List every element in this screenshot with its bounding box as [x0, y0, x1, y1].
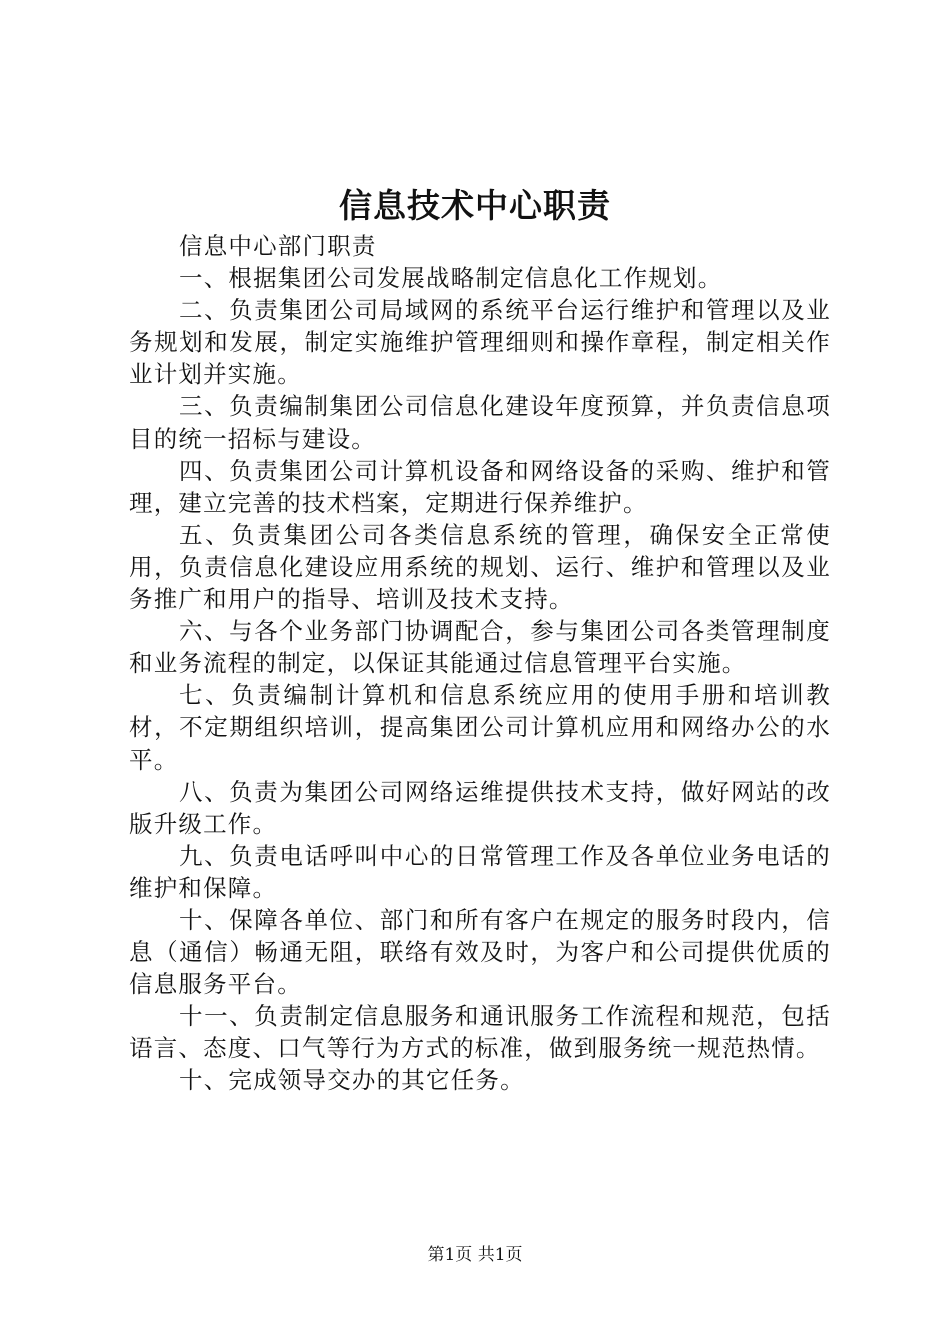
paragraph-item-8: 八、负责为集团公司网络运维提供技术支持，做好网站的改版升级工作。: [129, 777, 831, 838]
paragraph-item-7: 七、负责编制计算机和信息系统应用的使用手册和培训教材，不定期组织培训，提高集团公司计算机应用和网络办公的水平。: [129, 681, 831, 774]
document-title: 信息技术中心职责: [339, 186, 611, 225]
document-body: [129, 230, 831, 1097]
paragraph-item-1: 一、根据集团公司发展战略制定信息化工作规划。: [179, 264, 723, 293]
paragraph-heading: 信息中心部门职责: [179, 232, 377, 260]
paragraph-item-11: 十一、负责制定信息服务和通讯服务工作流程和规范，包括语言、态度、口气等行为方式的标准，做到服务统一规范热情。: [129, 1002, 831, 1063]
paragraph-item-12: 十、完成领导交办的其它任务。: [179, 1066, 525, 1095]
paragraph-item-9: 九、负责电话呼叫中心的日常管理工作及各单位业务电话的维护和保障。: [129, 841, 831, 902]
paragraph-item-4: 四、负责集团公司计算机设备和网络设备的采购、维护和管理，建立完善的技术档案，定期进行保养维护。: [129, 456, 831, 517]
paragraph-item-10: 十、保障各单位、部门和所有客户在规定的服务时段内，信息（通信）畅通无阻，联络有效及时，为客户和公司提供优质的信息服务平台。: [129, 905, 831, 999]
paragraph-item-3: 三、负责编制集团公司信息化建设年度预算，并负责信息项目的统一招标与建设。: [129, 392, 831, 453]
paragraph-item-2: 二、负责集团公司局域网的系统平台运行维护和管理以及业务规划和发展，制定实施维护管理细则和操作章程，制定相关作业计划并实施。: [129, 296, 831, 389]
paragraph-item-5: 五、负责集团公司各类信息系统的管理，确保安全正常使用，负责信息化建设应用系统的规划、运行、维护和管理以及业务推广和用户的指导、培训及技术支持。: [129, 520, 831, 614]
paragraph-item-6: 六、与各个业务部门协调配合，参与集团公司各类管理制度和业务流程的制定，以保证其能通过信息管理平台实施。: [129, 617, 831, 678]
page-footer: 第1页 共1页: [427, 1245, 523, 1265]
